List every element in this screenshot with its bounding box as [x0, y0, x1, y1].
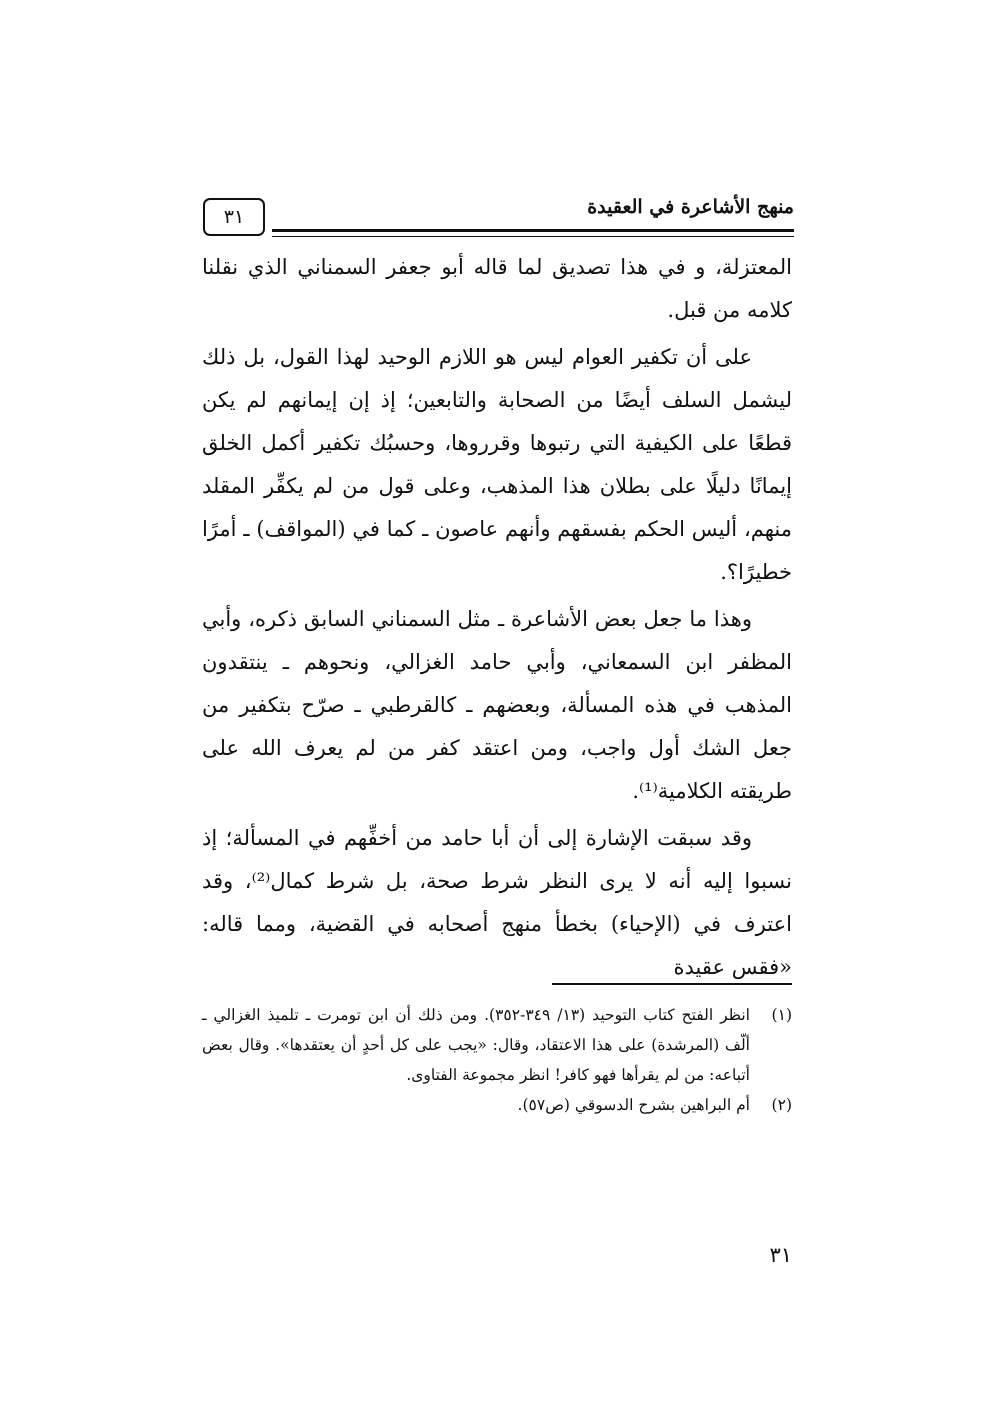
- footnote-2: [202, 1090, 792, 1120]
- header-rule-thick: [272, 229, 794, 232]
- footnote-number: (١): [771, 1006, 792, 1024]
- running-title: منهج الأشاعرة في العقيدة: [587, 196, 794, 218]
- page-number: ٣١: [769, 1243, 792, 1267]
- footnote-number: (٢): [771, 1096, 792, 1114]
- footnote-text: انظر الفتح كتاب التوحيد (١٣/ ٣٤٩-٣٥٢). ومن ذلك أن ابن تومرت ـ تلميذ الغزالي ـ ألّف (المرشدة) على هذا الاعتقاد، وقال: «يجب على كل أحدٍ أن يعتقدها». وقال بعض أتباعه: من لم يقرأها فهو كافر! انظر مجموعة الفتاوى.: [202, 1006, 750, 1084]
- footnotes: [202, 1000, 792, 1120]
- header-page-number-box: ٣١: [203, 198, 265, 236]
- footnote-text: أم البراهين بشرح الدسوقي (ص٥٧).: [517, 1096, 750, 1114]
- body-text: [202, 246, 792, 993]
- footnote-separator: [552, 983, 792, 985]
- paragraph-3: وهذا ما جعل بعض الأشاعرة ـ مثل السمناني السابق ذكره، وأبي المظفر ابن السمعاني، وأبي حامد الغزالي، ونحوهم ـ ينتقدون المذهب في هذه المسألة، وبعضهم ـ كالقرطبي ـ صرّح بتكفير من جعل الشك أول واجب، ومن اعتقد كفر من لم يعرف الله على طريقته الكلامية⁽¹⁾.: [202, 607, 792, 803]
- footnote-1: [202, 1000, 792, 1090]
- header-rule-thin: [272, 236, 794, 237]
- paragraph-4: وقد سبقت الإشارة إلى أن أبا حامد من أخفِّهم في المسألة؛ إذ نسبوا إليه أنه لا يرى النظر شرط صحة، بل شرط كمال⁽²⁾، وقد اعترف في (الإحياء) بخطأ منهج أصحابه في القضية، ومما قاله: «فقس عقيدة: [202, 826, 792, 979]
- paragraph-2: على أن تكفير العوام ليس هو اللازم الوحيد لهذا القول، بل ذلك ليشمل السلف أيضًا من الصحابة والتابعين؛ إذ إن إيمانهم لم يكن قطعًا على الكيفية التي رتبوها وقرروها، وحسبُك تكفير أكمل الخلق إيمانًا دليلًا على بطلان هذا المذهب، وعلى قول من لم يكفِّر المقلد منهم، أليس الحكم بفسقهم وأنهم عاصون ـ كما في (المواقف) ـ أمرًا خطيرًا؟.: [202, 345, 792, 584]
- paragraph-1: المعتزلة، و في هذا تصديق لما قاله أبو جعفر السمناني الذي نقلنا كلامه من قبل.: [202, 255, 792, 322]
